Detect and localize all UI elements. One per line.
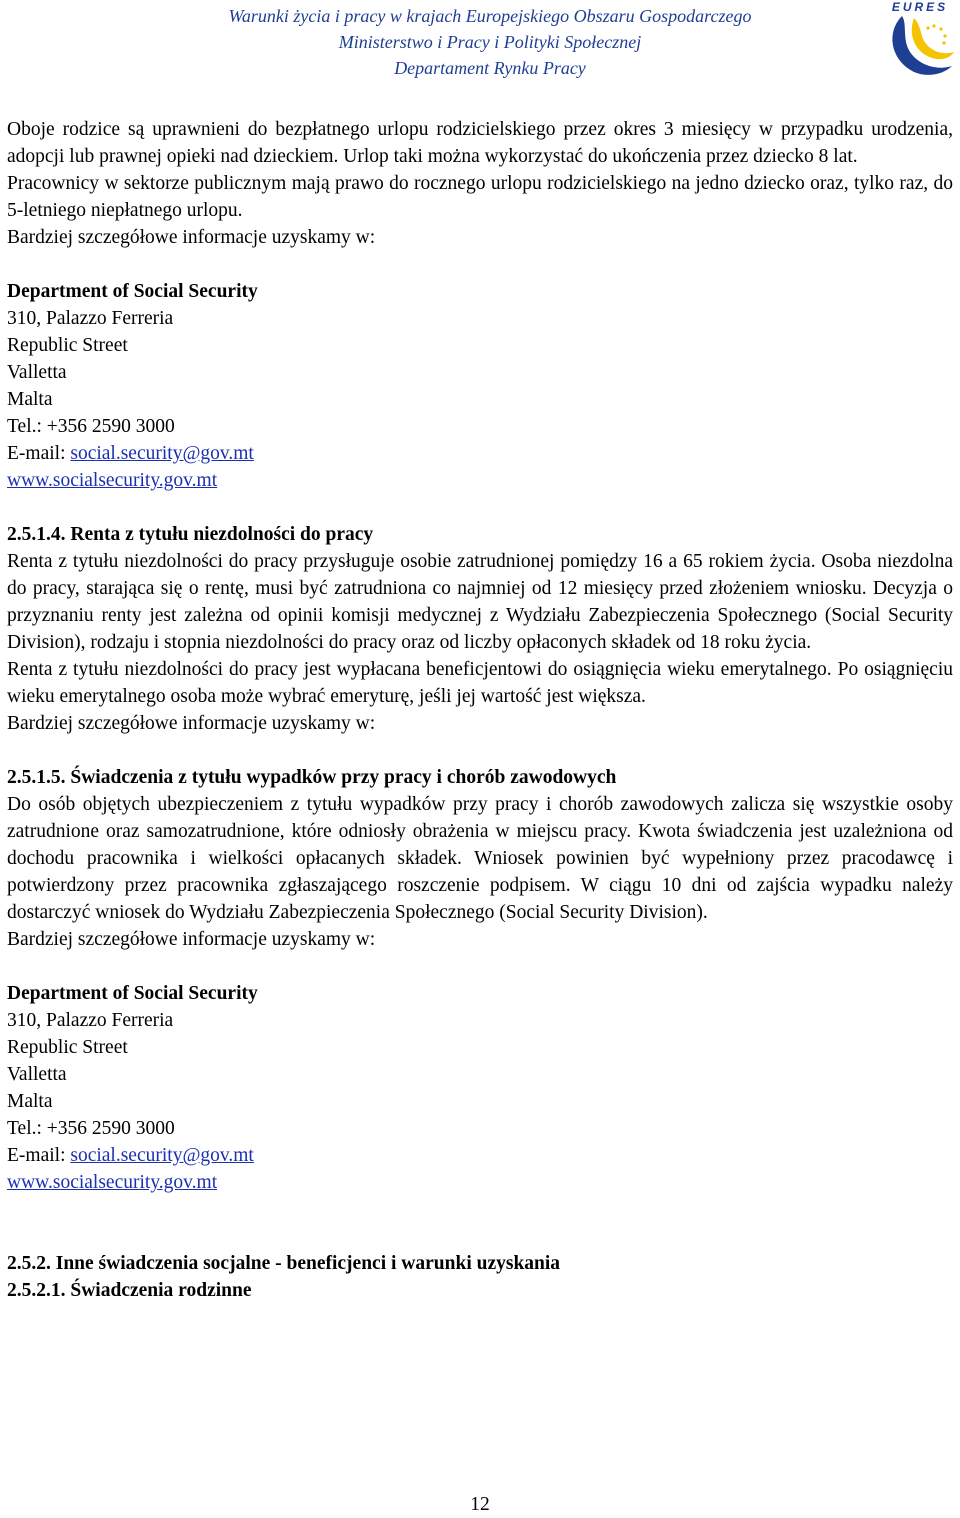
paragraph-work-accidents: Do osób objętych ubezpieczeniem z tytułu wypadków przy pracy i chorób zawodowych zalicza się wszystkie osoby zatrudnione oraz samozatrudnione, które odniosły obrażenia w miejscu pracy. Kwota świadczenia jest uzależniona od dochodu pracownika i wielkości opłacanych składek. Wniosek powinien być wypełniony przez pracodawcę i potwierdzony przez pracownika zgłaszającego roszczenie podpisem. W ciągu 10 dni od zajścia wypadku należy dostarczyć wniosek do Wydziału Zabezpieczenia Społecznego (Social Security Division). xyxy=(7,794,953,923)
contact-name: Department of Social Security xyxy=(7,281,258,302)
contact-website-line xyxy=(7,1169,953,1196)
eures-emblem-icon xyxy=(884,12,956,78)
email-link[interactable]: social.security@gov.mt xyxy=(70,1145,254,1166)
contact-address-1: 310, Palazzo Ferreria xyxy=(7,308,174,329)
contact-website-line xyxy=(7,467,953,494)
contact-name: Department of Social Security xyxy=(7,983,258,1004)
paragraph-public-sector-leave: Pracownicy w sektorze publicznym mają prawo do rocznego urlopu rodzicielskiego na jedno dziecko oraz, tylko raz, do 5-letniego niepłatnego urlopu. xyxy=(7,173,953,221)
header-line-1: Warunki życia i pracy w krajach Europejskiego Obszaru Gospodarczego xyxy=(228,6,752,26)
email-label: E-mail: xyxy=(7,1145,71,1166)
page-number: 12 xyxy=(470,1494,490,1515)
contact-tel: Tel.: +356 2590 3000 xyxy=(7,1118,175,1139)
more-info-text: Bardziej szczegółowe informacje uzyskamy w: xyxy=(7,713,376,734)
header-text xyxy=(120,3,860,81)
contact-address-2: Republic Street xyxy=(7,335,128,356)
contact-email-line xyxy=(7,1142,953,1169)
section-heading-252: 2.5.2. Inne świadczenia socjalne - beneficjenci i warunki uzyskania xyxy=(7,1253,561,1274)
contact-country: Malta xyxy=(7,389,53,410)
website-link[interactable]: www.socialsecurity.gov.mt xyxy=(7,470,218,491)
contact-tel: Tel.: +356 2590 3000 xyxy=(7,416,175,437)
paragraph-parental-leave: Oboje rodzice są uprawnieni do bezpłatnego urlopu rodzicielskiego przez okres 3 miesięcy w przypadku urodzenia, adopcji lub prawnej opieki nad dzieckiem. Urlop taki można wykorzystać do ukończenia przez dziecko 8 lat. xyxy=(7,119,953,167)
contact-block-1 xyxy=(7,278,953,494)
document-body xyxy=(7,116,953,1304)
email-label: E-mail: xyxy=(7,443,71,464)
paragraph-disability-pension-age: Renta z tytułu niezdolności do pracy jest wypłacana beneficjentowi do osiągnięcia wieku emerytalnego. Po osiągnięciu wieku emerytalnego osoba może wybrać emeryturę, jeśli jej wartość jest większa. xyxy=(7,659,953,707)
contact-city: Valletta xyxy=(7,1064,67,1085)
more-info-text: Bardziej szczegółowe informacje uzyskamy w: xyxy=(7,929,376,950)
contact-block-2 xyxy=(7,980,953,1196)
contact-address-2: Republic Street xyxy=(7,1037,128,1058)
contact-address-1: 310, Palazzo Ferreria xyxy=(7,1010,174,1031)
section-heading-2515: 2.5.1.5. Świadczenia z tytułu wypadków przy pracy i chorób zawodowych xyxy=(7,767,617,788)
page-header xyxy=(0,0,960,80)
header-line-3: Departament Rynku Pracy xyxy=(394,58,586,78)
header-line-2: Ministerstwo i Pracy i Polityki Społecznej xyxy=(338,32,642,52)
contact-email-line xyxy=(7,440,953,467)
more-info-text: Bardziej szczegółowe informacje uzyskamy w: xyxy=(7,227,376,248)
eures-logo xyxy=(884,0,956,78)
contact-city: Valletta xyxy=(7,362,67,383)
paragraph-disability-pension: Renta z tytułu niezdolności do pracy przysługuje osobie zatrudnionej pomiędzy 16 a 65 rokiem życia. Osoba niezdolna do pracy, starająca się o rentę, musi być zatrudniona co najmniej od 12 miesięcy przed złożeniem wniosku. Decyzja o przyznaniu renty jest zależna od opinii komisji medycznej z Wydziału Zabezpieczenia Społecznego (Social Security Division), rodzaju i stopnia niezdolności do pracy oraz od liczby opłaconych składek od 18 roku życia. xyxy=(7,551,953,653)
section-heading-2521: 2.5.2.1. Świadczenia rodzinne xyxy=(7,1280,252,1301)
section-heading-2514: 2.5.1.4. Renta z tytułu niezdolności do pracy xyxy=(7,524,374,545)
website-link[interactable]: www.socialsecurity.gov.mt xyxy=(7,1172,218,1193)
email-link[interactable]: social.security@gov.mt xyxy=(70,443,254,464)
contact-country: Malta xyxy=(7,1091,53,1112)
eures-logo-text: EURES xyxy=(891,0,949,14)
